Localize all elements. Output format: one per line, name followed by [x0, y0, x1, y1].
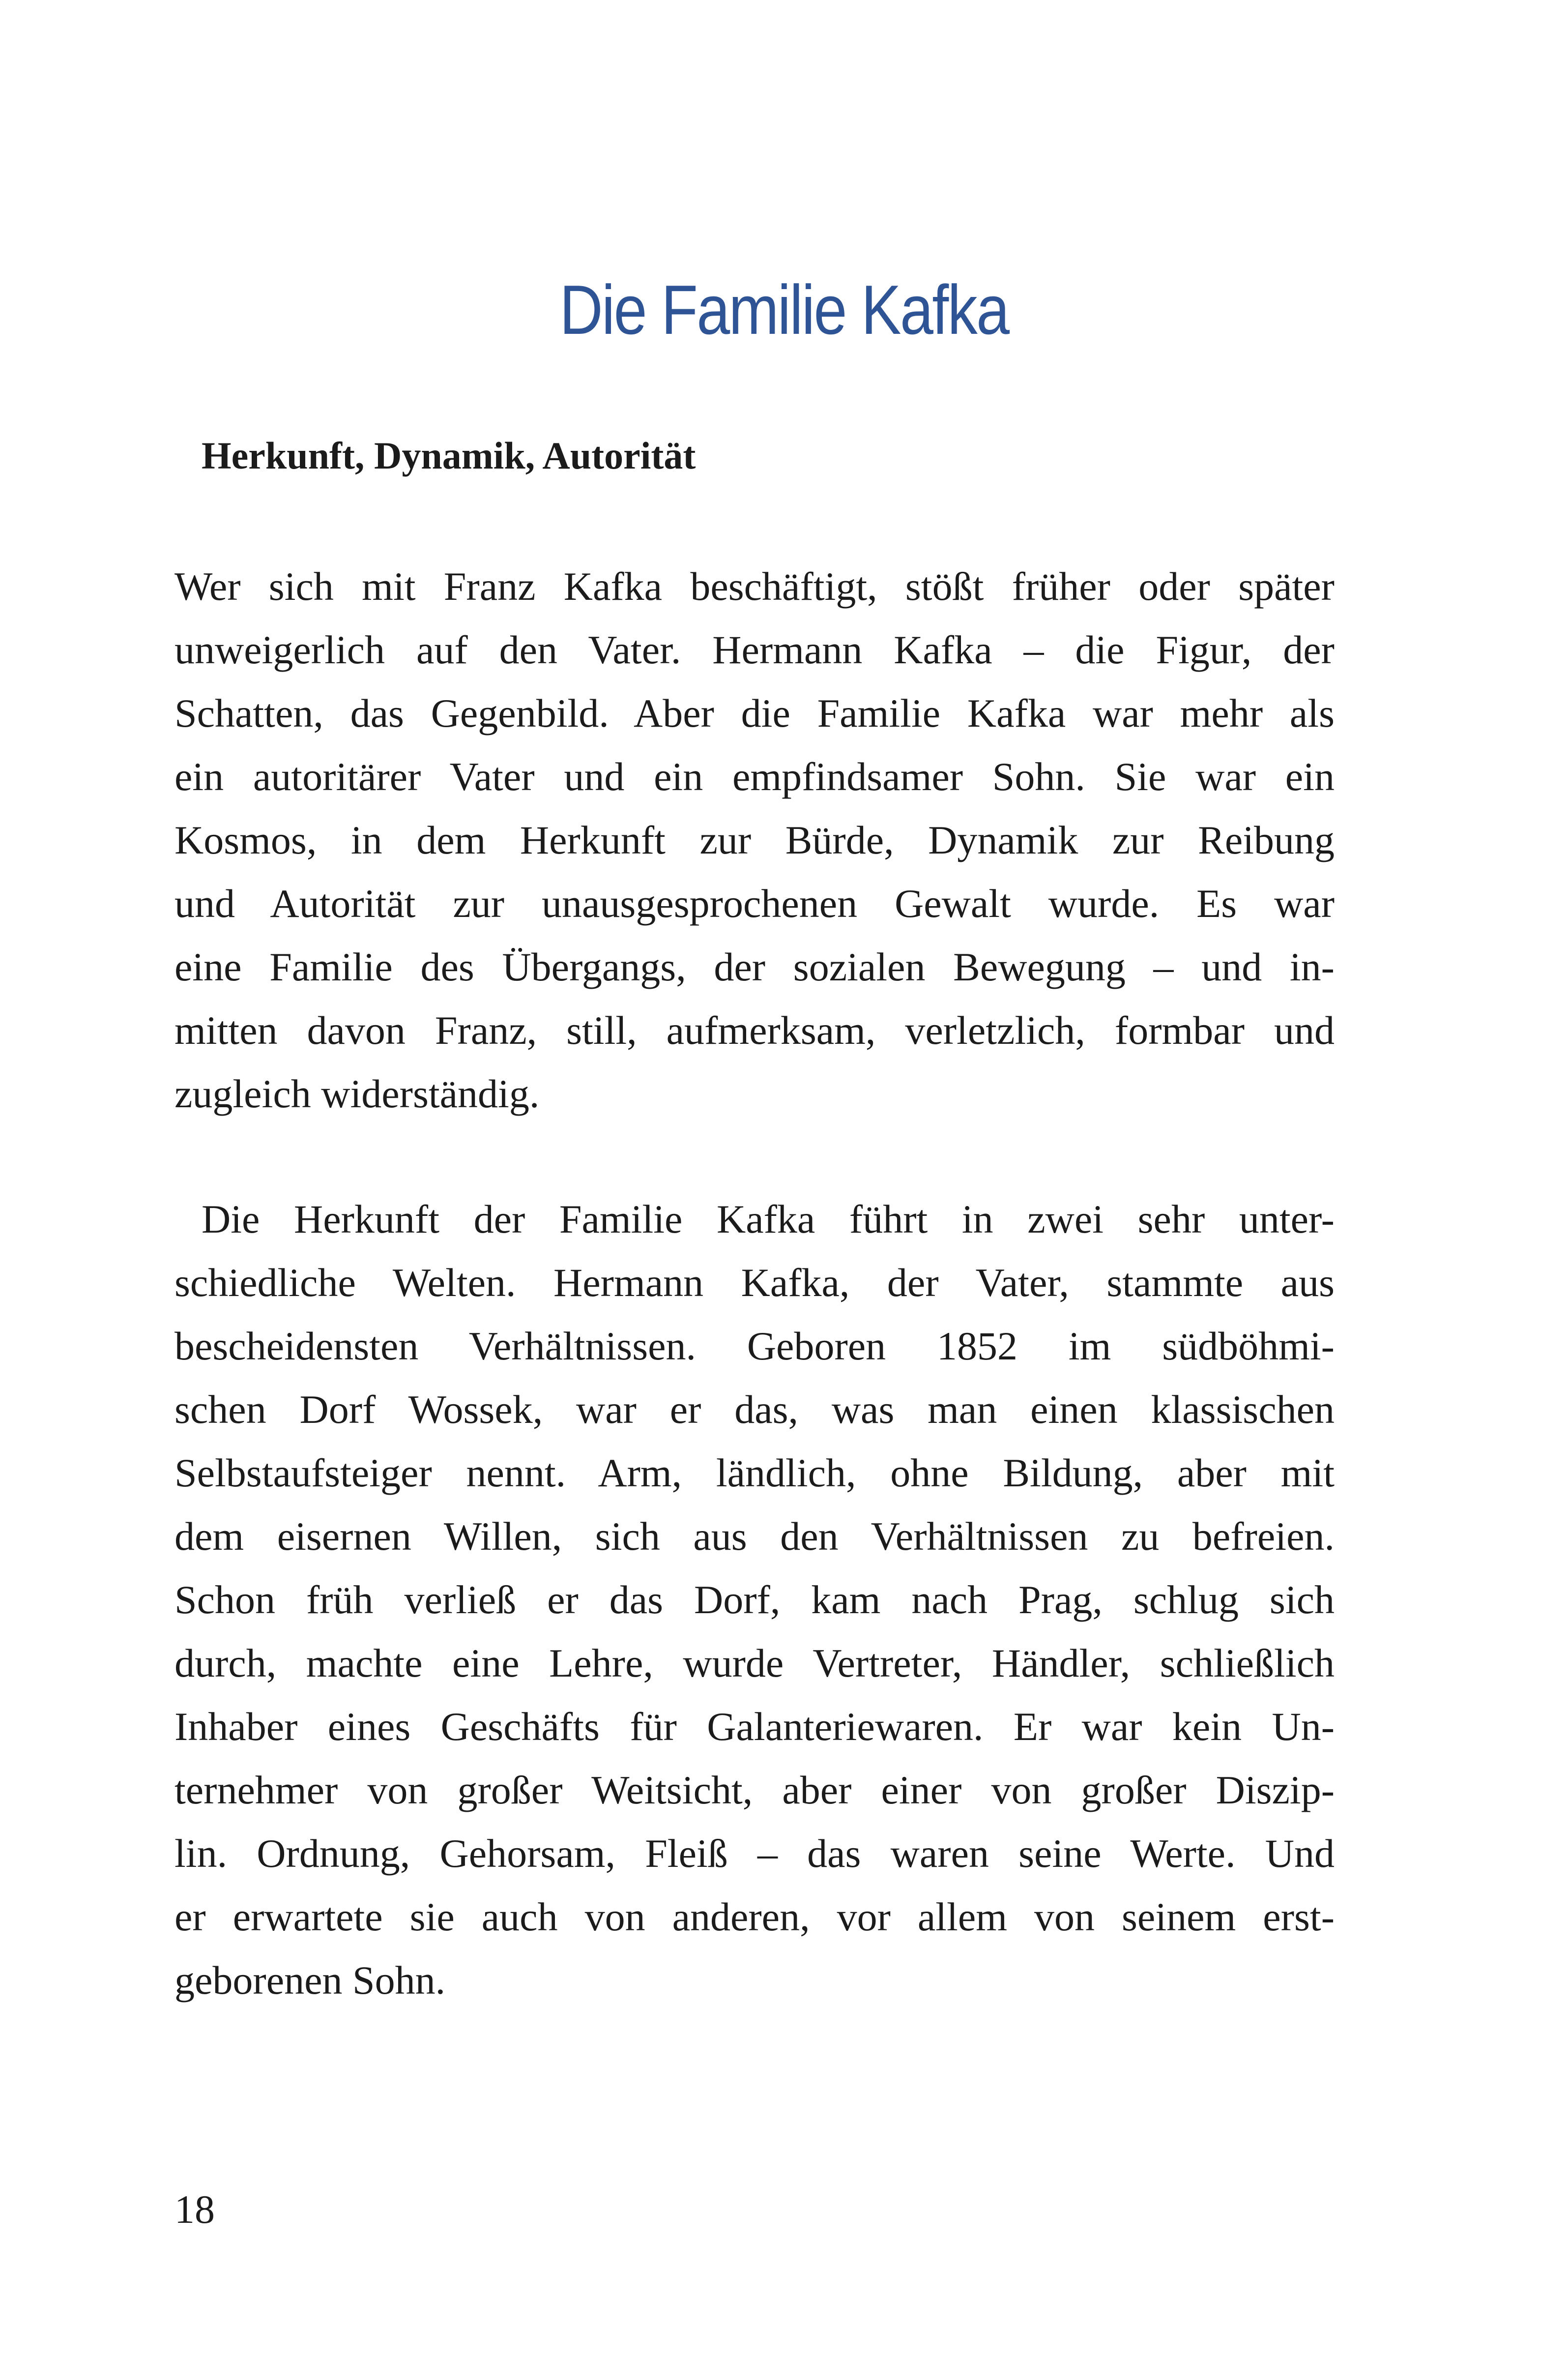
text-line: unweigerlich auf den Vater. Hermann Kafka – die Figur, der [174, 627, 1335, 672]
text-line: Kosmos, in dem Herkunft zur Bürde, Dynamik zur Reibung [174, 818, 1335, 862]
text-line: geborenen Sohn. [174, 1958, 446, 2003]
text-line: Schatten, das Gegenbild. Aber die Familie Kafka war mehr als [174, 691, 1335, 736]
text-line: durch, machte eine Lehre, wurde Vertreter, Händler, schließlich [174, 1641, 1335, 1685]
text-line: Schon früh verließ er das Dorf, kam nach Prag, schlug sich [174, 1577, 1335, 1622]
text-line: schiedliche Welten. Hermann Kafka, der Vater, stammte aus [174, 1260, 1335, 1305]
page-number: 18 [174, 2187, 215, 2232]
text-line: ein autoritärer Vater und ein empfindsamer Sohn. Sie war ein [174, 754, 1335, 799]
text-line: er erwartete sie auch von anderen, vor allem von seinem erst- [174, 1894, 1335, 1939]
text-line: bescheidensten Verhältnissen. Geboren 1852 im südböhmi- [174, 1324, 1335, 1368]
text-line: schen Dorf Wossek, war er das, was man einen klassischen [174, 1387, 1335, 1432]
chapter-title: Die Familie Kafka [559, 271, 1009, 349]
text-line: Die Herkunft der Familie Kafka führt in zwei sehr unter- [202, 1197, 1335, 1241]
text-line: dem eisernen Willen, sich aus den Verhältnissen zu befreien. [174, 1514, 1335, 1559]
text-line: Wer sich mit Franz Kafka beschäftigt, stößt früher oder später [174, 564, 1335, 609]
text-line: ternehmer von großer Weitsicht, aber einer von großer Diszip- [174, 1768, 1335, 1812]
text-line: eine Familie des Übergangs, der sozialen Bewegung – und in- [174, 944, 1335, 989]
chapter-subtitle: Herkunft, Dynamik, Autorität [202, 434, 696, 477]
body-paragraph-2 [174, 1187, 1335, 2012]
text-line: und Autorität zur unausgesprochenen Gewalt wurde. Es war [174, 881, 1335, 926]
text-line: zugleich widerständig. [174, 1071, 540, 1116]
text-line: Inhaber eines Geschäfts für Galanteriewaren. Er war kein Un- [174, 1704, 1335, 1749]
text-line: Selbstaufsteiger nennt. Arm, ländlich, ohne Bildung, aber mit [174, 1450, 1335, 1495]
text-line: mitten davon Franz, still, aufmerksam, verletzlich, formbar und [174, 1008, 1335, 1053]
text-line: lin. Ordnung, Gehorsam, Fleiß – das waren seine Werte. Und [174, 1831, 1335, 1876]
body-paragraph-1 [174, 555, 1335, 1125]
